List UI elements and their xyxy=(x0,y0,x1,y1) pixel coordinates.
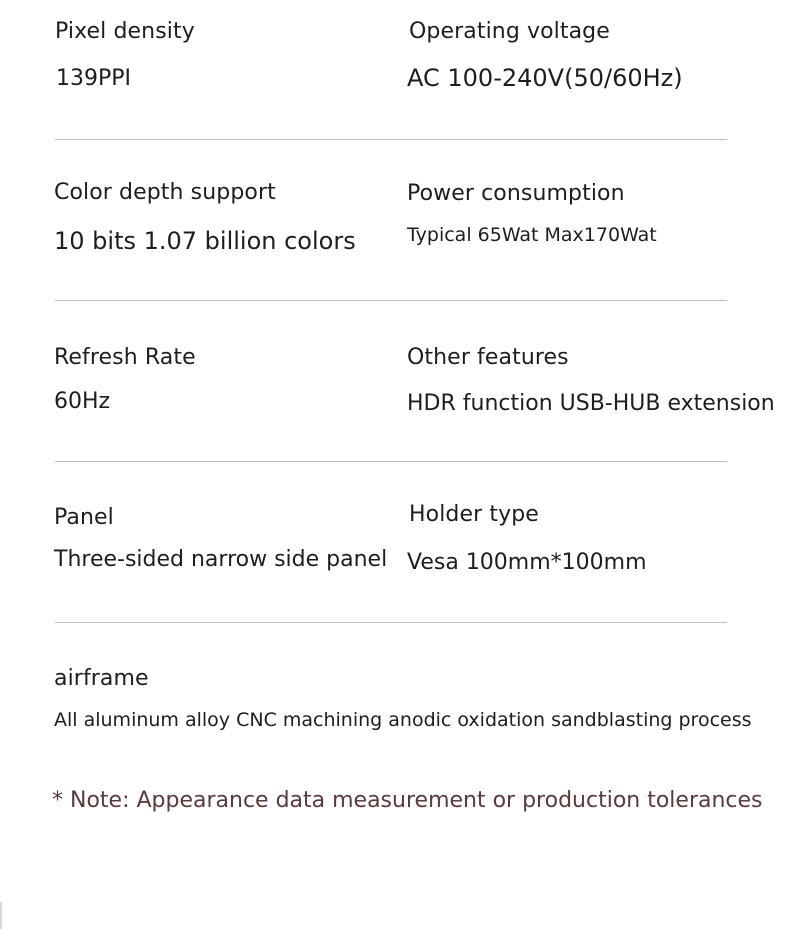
divider xyxy=(55,300,727,301)
spec-label-other-features: Other features xyxy=(407,345,569,370)
divider xyxy=(55,461,727,462)
spec-value-operating-voltage: AC 100-240V(50/60Hz) xyxy=(407,64,683,92)
spec-label-panel: Panel xyxy=(54,505,114,530)
spec-label-pixel-density: Pixel density xyxy=(55,19,195,44)
tolerance-note: * Note: Appearance data measurement or production tolerances xyxy=(52,788,763,813)
spec-value-refresh-rate: 60Hz xyxy=(54,389,111,414)
spec-label-airframe: airframe xyxy=(54,666,149,691)
spec-label-refresh-rate: Refresh Rate xyxy=(54,345,196,370)
spec-label-holder-type: Holder type xyxy=(409,502,539,527)
spec-value-pixel-density: 139PPI xyxy=(56,66,132,91)
edge-mark xyxy=(0,902,2,929)
spec-value-color-depth: 10 bits 1.07 billion colors xyxy=(54,227,356,255)
divider xyxy=(55,139,727,140)
spec-label-color-depth: Color depth support xyxy=(54,180,276,205)
spec-value-power-consumption: Typical 65Wat Max170Wat xyxy=(407,224,657,246)
spec-value-airframe: All aluminum alloy CNC machining anodic oxidation sandblasting process xyxy=(54,709,752,731)
spec-label-power-consumption: Power consumption xyxy=(407,181,625,206)
spec-value-other-features: HDR function USB-HUB extension xyxy=(407,391,775,416)
spec-value-holder-type: Vesa 100mm*100mm xyxy=(407,550,647,575)
spec-label-operating-voltage: Operating voltage xyxy=(409,19,610,44)
spec-value-panel: Three-sided narrow side panel xyxy=(54,547,388,572)
divider xyxy=(55,622,727,623)
